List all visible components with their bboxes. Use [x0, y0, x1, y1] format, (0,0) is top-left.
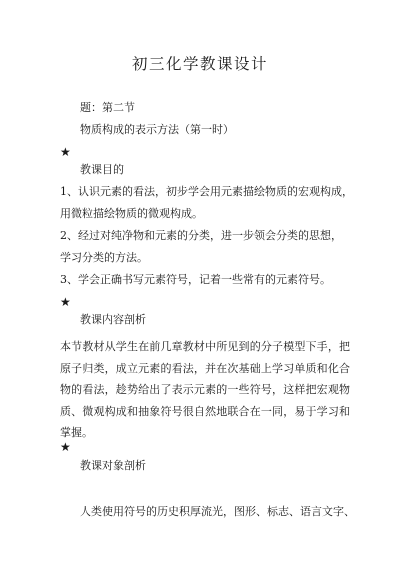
document-title: 初三化学教课设计 — [131, 55, 268, 73]
star-bullet: ★ — [60, 295, 71, 309]
objective-line: 3、学会正确书写元素符号，记着一些常有的元素符号。 — [60, 273, 331, 286]
content-analysis-paragraph: 本节教材从学生在前几章教材中所见到的分子模型下手，把原子归类，成立元素的看法，并在次基础上学习单质和化合物的看法，趁势给出了表示元素的一些符号，这样把宏观物质、微观构成和抽象符号很自然地联合在一同，易于学习和掌握。 — [60, 340, 350, 439]
lesson-topic: 题：第二节 — [80, 101, 135, 114]
section-heading-audience: 教课对象剖析 — [80, 459, 146, 472]
section-heading-content: 教课内容剖析 — [80, 313, 146, 326]
audience-paragraph-start: 人类使用符号的历史积厚流光，图形、标志、语言文字、 — [80, 505, 355, 518]
objective-line: 用微粒描绘物质的微观构成。 — [60, 207, 203, 220]
star-bullet: ★ — [60, 145, 71, 159]
section-heading-objectives: 教课目的 — [80, 163, 124, 176]
objective-line: 2、经过对纯净物和元素的分类，进一步领会分类的思想， — [60, 229, 342, 242]
star-bullet: ★ — [60, 440, 71, 454]
objective-line: 1、认识元素的看法，初步学会用元素描绘物质的宏观构成， — [60, 185, 353, 198]
objective-line: 学习分类的方法。 — [60, 251, 148, 264]
lesson-subtitle: 物质构成的表示方法（第一时） — [80, 123, 234, 136]
